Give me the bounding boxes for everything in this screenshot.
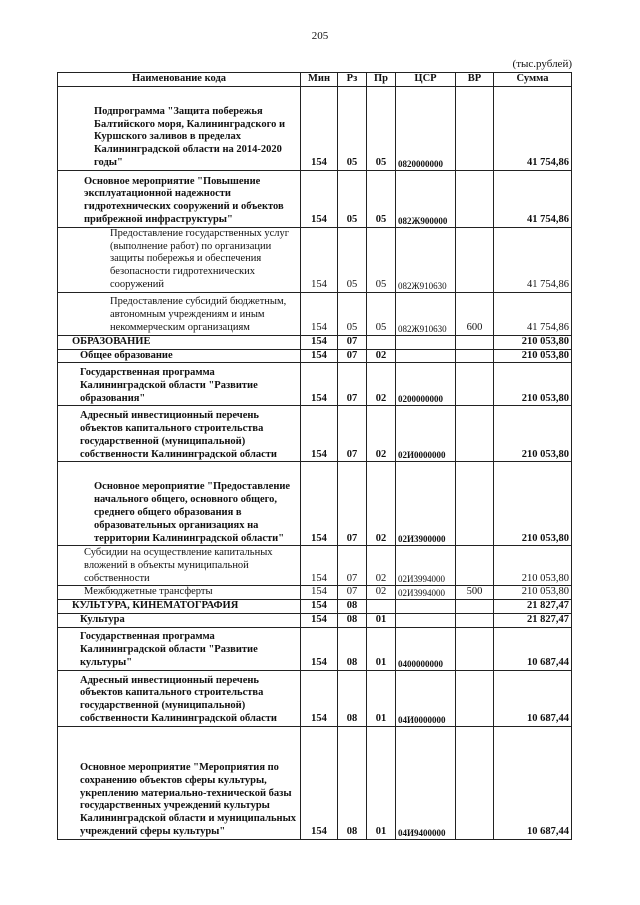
row-min: 154 [301, 170, 338, 227]
table-row [58, 670, 572, 726]
row-min: 154 [301, 726, 338, 839]
row-rz: 07 [338, 546, 367, 586]
row-rz: 08 [338, 670, 367, 726]
row-vr [456, 349, 494, 363]
row-sum: 10 687,44 [494, 627, 572, 670]
row-csr: 0400000000 [396, 627, 456, 670]
row-name: Государственная программа Калининградской области "Развитие образования" [58, 363, 301, 406]
row-sum: 21 827,47 [494, 613, 572, 627]
row-csr [396, 335, 456, 349]
row-vr [456, 86, 494, 170]
table-row [58, 170, 572, 227]
row-csr: 082Ж910630 [396, 292, 456, 335]
row-sum: 10 687,44 [494, 670, 572, 726]
row-vr [456, 670, 494, 726]
row-rz: 08 [338, 627, 367, 670]
row-name: Межбюджетные трансферты [58, 586, 301, 600]
row-sum: 210 053,80 [494, 363, 572, 406]
row-min: 154 [301, 292, 338, 335]
row-min: 154 [301, 546, 338, 586]
row-name: Адресный инвестиционный перечень объектов капитального строительства государственной (муниципальной) собственности Калининградской области [58, 670, 301, 726]
row-vr: 500 [456, 586, 494, 600]
row-min: 154 [301, 462, 338, 546]
row-csr: 04И9400000 [396, 726, 456, 839]
header-sum: Сумма [494, 73, 572, 87]
row-name: Субсидии на осуществление капитальных вложений в объекты муниципальной собственности [58, 546, 301, 586]
row-pr: 02 [367, 586, 396, 600]
row-vr [456, 406, 494, 462]
row-rz: 07 [338, 363, 367, 406]
table-row [58, 349, 572, 363]
row-csr [396, 613, 456, 627]
row-vr [456, 726, 494, 839]
row-sum: 210 053,80 [494, 462, 572, 546]
table-row [58, 462, 572, 546]
row-pr: 02 [367, 406, 396, 462]
header-csr: ЦСР [396, 73, 456, 87]
row-name: Подпрограмма "Защита побережья Балтийского моря, Калининградского и Куршского заливов в пределах Калининградской области на 2014-2020 годы" [58, 86, 301, 170]
table-row [58, 227, 572, 292]
row-sum: 210 053,80 [494, 335, 572, 349]
table-row [58, 406, 572, 462]
row-name: Общее образование [58, 349, 301, 363]
table-row [58, 546, 572, 586]
row-rz: 07 [338, 406, 367, 462]
row-sum: 41 754,86 [494, 86, 572, 170]
row-min: 154 [301, 349, 338, 363]
table-header-row [58, 73, 572, 87]
row-csr: 04И0000000 [396, 670, 456, 726]
units-label: (тыс.рублей) [512, 58, 572, 70]
row-vr [456, 335, 494, 349]
row-vr: 600 [456, 292, 494, 335]
row-pr: 01 [367, 613, 396, 627]
row-sum: 41 754,86 [494, 292, 572, 335]
row-rz: 05 [338, 227, 367, 292]
page-number: 205 [311, 30, 329, 42]
row-csr: 0200000000 [396, 363, 456, 406]
row-pr: 02 [367, 546, 396, 586]
row-name: ОБРАЗОВАНИЕ [58, 335, 301, 349]
row-sum: 210 053,80 [494, 546, 572, 586]
row-name: Предоставление государственных услуг (выполнение работ) по организации защиты побережья и обеспечения безопасности гидротехнических сооружений [58, 227, 301, 292]
row-min: 154 [301, 335, 338, 349]
row-csr: 02И0000000 [396, 406, 456, 462]
row-vr [456, 363, 494, 406]
row-vr [456, 627, 494, 670]
table-row [58, 726, 572, 839]
row-rz: 05 [338, 170, 367, 227]
row-pr [367, 600, 396, 614]
row-rz: 08 [338, 726, 367, 839]
row-csr [396, 349, 456, 363]
row-name: Государственная программа Калининградской области "Развитие культуры" [58, 627, 301, 670]
row-pr: 05 [367, 86, 396, 170]
row-sum: 41 754,86 [494, 227, 572, 292]
row-vr [456, 227, 494, 292]
table-row [58, 86, 572, 170]
header-vr: ВР [456, 73, 494, 87]
row-min: 154 [301, 670, 338, 726]
row-rz: 05 [338, 292, 367, 335]
table-row [58, 292, 572, 335]
row-min: 154 [301, 613, 338, 627]
row-pr: 02 [367, 349, 396, 363]
row-name: Основное мероприятие "Мероприятия по сохранению объектов сферы культуры, укреплению материально-технической базы государственных учреждений культуры Калининградской области и муниципальных учреждений сферы культуры" [58, 726, 301, 839]
row-csr: 02И3994000 [396, 586, 456, 600]
table-row [58, 627, 572, 670]
row-min: 154 [301, 406, 338, 462]
row-pr: 05 [367, 170, 396, 227]
row-pr: 05 [367, 292, 396, 335]
row-csr: 02И3900000 [396, 462, 456, 546]
row-csr: 082Ж900000 [396, 170, 456, 227]
row-min: 154 [301, 586, 338, 600]
table-row [58, 613, 572, 627]
header-min: Мин [301, 73, 338, 87]
row-pr [367, 335, 396, 349]
row-pr: 02 [367, 462, 396, 546]
row-csr: 0820000000 [396, 86, 456, 170]
row-sum: 21 827,47 [494, 600, 572, 614]
row-pr: 05 [367, 227, 396, 292]
row-rz: 07 [338, 335, 367, 349]
row-vr [456, 170, 494, 227]
row-sum: 210 053,80 [494, 586, 572, 600]
row-min: 154 [301, 86, 338, 170]
row-pr: 01 [367, 627, 396, 670]
row-name: Адресный инвестиционный перечень объектов капитального строительства государственной (муниципальной) собственности Калининградской области [58, 406, 301, 462]
row-pr: 01 [367, 670, 396, 726]
table-row [58, 363, 572, 406]
row-csr: 02И3994000 [396, 546, 456, 586]
row-name: КУЛЬТУРА, КИНЕМАТОГРАФИЯ [58, 600, 301, 614]
row-rz: 07 [338, 462, 367, 546]
row-csr: 082Ж910630 [396, 227, 456, 292]
row-rz: 07 [338, 349, 367, 363]
row-name: Культура [58, 613, 301, 627]
header-rz: Рз [338, 73, 367, 87]
row-vr [456, 600, 494, 614]
header-pr: Пр [367, 73, 396, 87]
header-name: Наименование кода [58, 73, 301, 87]
row-sum: 41 754,86 [494, 170, 572, 227]
table-row [58, 600, 572, 614]
row-min: 154 [301, 363, 338, 406]
row-rz: 08 [338, 600, 367, 614]
row-vr [456, 613, 494, 627]
row-csr [396, 600, 456, 614]
budget-table [57, 72, 572, 840]
row-sum: 210 053,80 [494, 406, 572, 462]
row-min: 154 [301, 627, 338, 670]
row-min: 154 [301, 600, 338, 614]
row-sum: 210 053,80 [494, 349, 572, 363]
row-pr: 02 [367, 363, 396, 406]
row-rz: 08 [338, 613, 367, 627]
table-row [58, 335, 572, 349]
row-vr [456, 462, 494, 546]
row-pr: 01 [367, 726, 396, 839]
row-name: Основное мероприятие "Повышение эксплуатационной надежности гидротехнических сооружений и объектов прибрежной инфраструктуры" [58, 170, 301, 227]
row-min: 154 [301, 227, 338, 292]
row-sum: 10 687,44 [494, 726, 572, 839]
row-name: Предоставление субсидий бюджетным, автономным учреждениям и иным некоммерческим организациям [58, 292, 301, 335]
row-rz: 05 [338, 86, 367, 170]
row-rz: 07 [338, 586, 367, 600]
table-row [58, 586, 572, 600]
row-vr [456, 546, 494, 586]
row-name: Основное мероприятие "Предоставление начального общего, основного общего, среднего общего образования в образовательных организациях на территории Калининградской области" [58, 462, 301, 546]
